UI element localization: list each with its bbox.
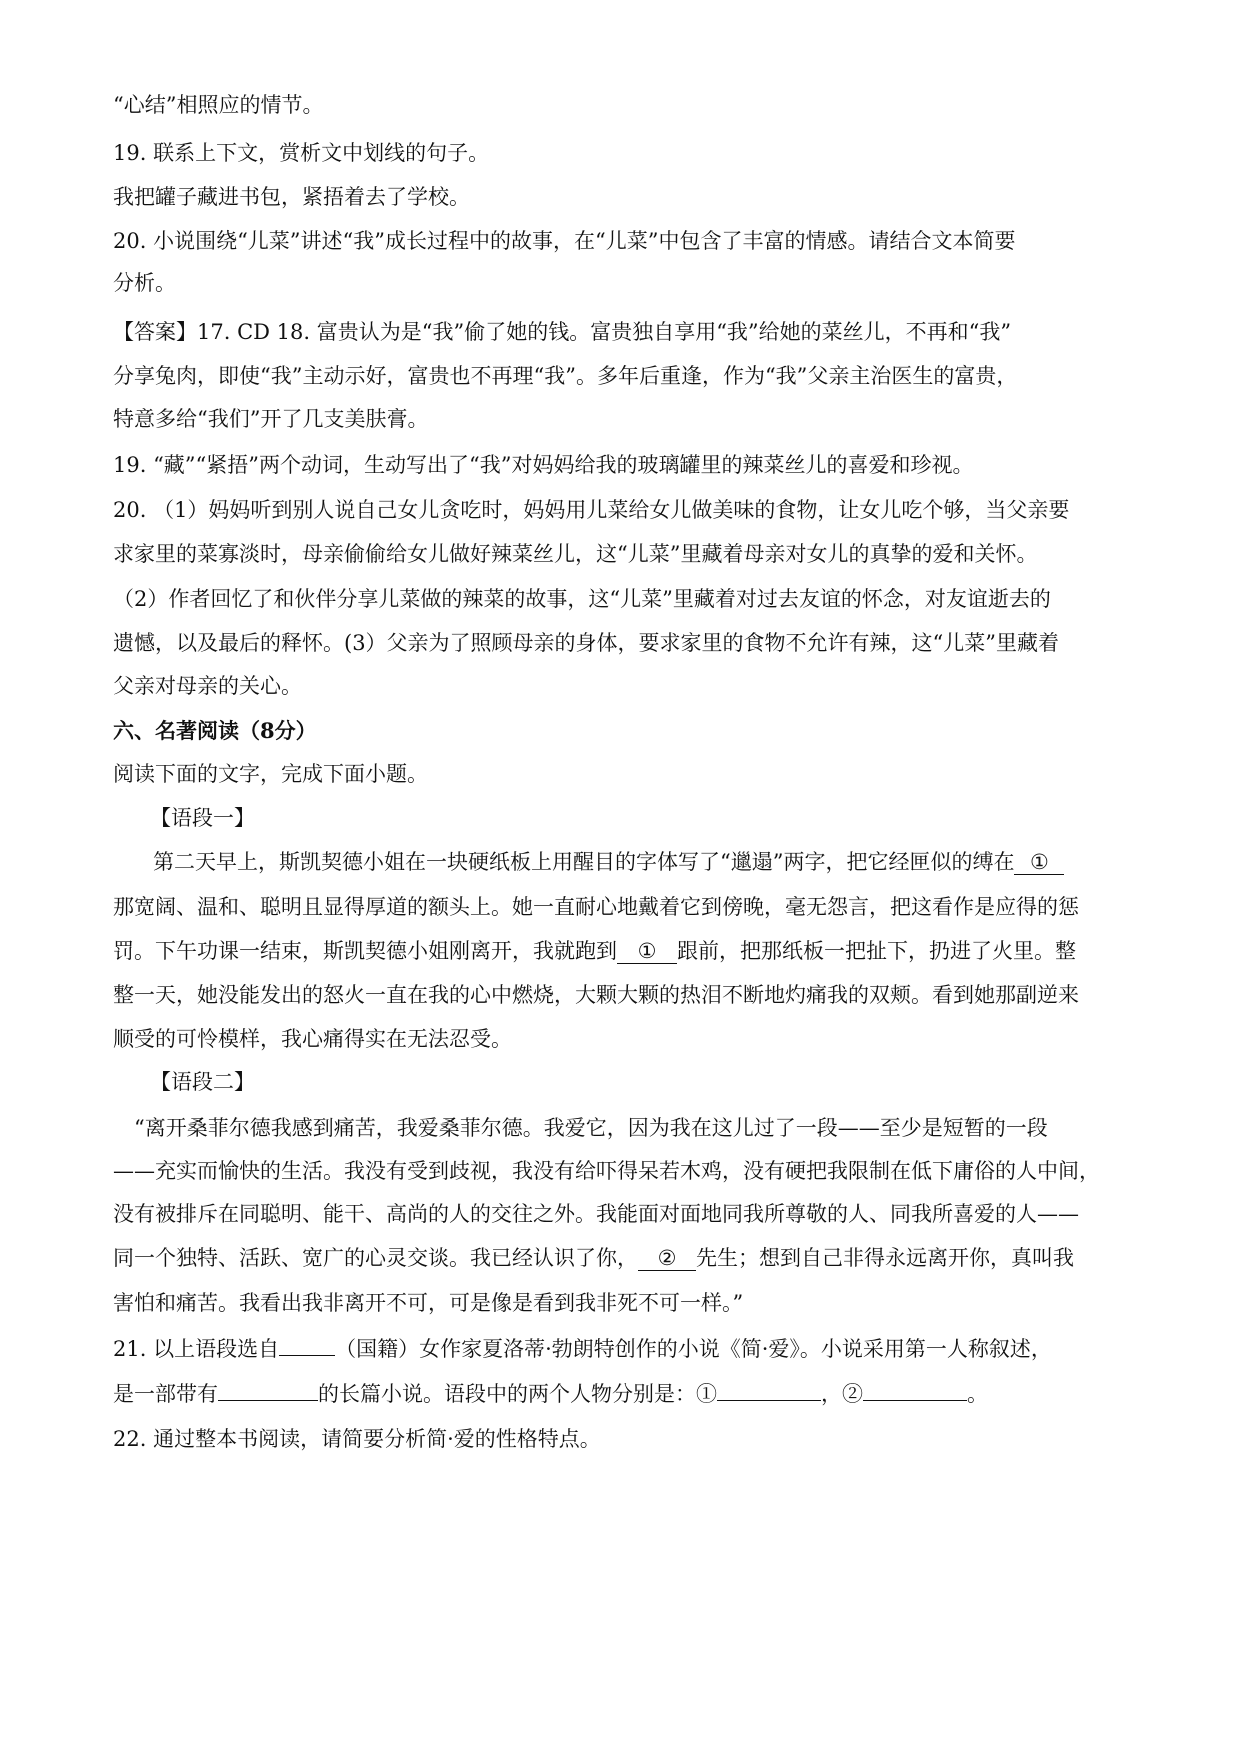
text-line bbox=[153, 848, 1141, 876]
text-span: 罚。下午功课一结束，斯凯契德小姐刚离开，我就跑到 bbox=[113, 939, 617, 963]
blank-1: ① bbox=[1014, 850, 1064, 875]
text-span: 跟前，把那纸板一把扯下，扔进了火里。整 bbox=[677, 939, 1076, 963]
text-span: 第二天早上，斯凯契德小姐在一块硬纸板上用醒目的字体写了“邋遢”两字，把它经匣似的缚在 bbox=[153, 850, 1015, 874]
question-19: 19. 联系上下文，赏析文中划线的句子。 bbox=[113, 141, 490, 165]
answer-20: 20. （1）妈妈听到别人说自己女儿贪吃时，妈妈用儿菜给女儿做美味的食物，让女儿吃个够，当父亲要 bbox=[113, 498, 1070, 522]
blank-character-2[interactable] bbox=[863, 1400, 967, 1401]
text-span: 。 bbox=[967, 1382, 988, 1406]
text-line bbox=[113, 1380, 1141, 1408]
text-line: 父亲对母亲的关心。 bbox=[113, 674, 302, 698]
text-line: 没有被排斥在同聪明、能干、高尚的人的交往之外。我能面对面地同我所尊敬的人、同我所喜爱的人—— bbox=[113, 1202, 1079, 1226]
text-span: 的长篇小说。语段中的两个人物分别是：① bbox=[318, 1382, 717, 1406]
blank-2: ② bbox=[638, 1246, 696, 1271]
question-22: 22. 通过整本书阅读，请简要分析简·爱的性格特点。 bbox=[113, 1427, 601, 1451]
question-20: 20. 小说围绕“儿菜”讲述“我”成长过程中的故事，在“儿菜”中包含了丰富的情感。请结合文本简要 bbox=[113, 229, 1016, 253]
text-line: “离开桑菲尔德我感到痛苦，我爱桑菲尔德。我爱它，因为我在这儿过了一段——至少是短暂的一段 bbox=[134, 1116, 1048, 1140]
text-line bbox=[113, 1244, 1141, 1272]
text-line: （2）作者回忆了和伙伴分享儿菜做的辣菜的故事，这“儿菜”里藏着对过去友谊的怀念，对友谊逝去的 bbox=[113, 587, 1051, 611]
text-span: 21. 以上语段选自 bbox=[113, 1337, 280, 1361]
passage-2-label: 【语段二】 bbox=[150, 1070, 255, 1094]
text-line: 特意多给“我们”开了几支美肤膏。 bbox=[113, 407, 429, 431]
question-21 bbox=[113, 1335, 1141, 1363]
text-line: 整一天，她没能发出的怒火一直在我的心中燃烧，大颗大颗的热泪不断地灼痛我的双颊。看到她那副逆来 bbox=[113, 983, 1079, 1007]
instruction: 阅读下面的文字，完成下面小题。 bbox=[113, 762, 428, 786]
text-line: 分析。 bbox=[113, 271, 176, 295]
text-line: 分享兔肉，即使“我”主动示好，富贵也不再理“我”。多年后重逢，作为“我”父亲主治医生的富贵， bbox=[113, 364, 1018, 388]
text-span: 是一部带有 bbox=[113, 1382, 218, 1406]
text-line: 遗憾，以及最后的释怀。(3）父亲为了照顾母亲的身体，要求家里的食物不允许有辣，这“儿菜”里藏着 bbox=[113, 631, 1060, 655]
text-span: 同一个独特、活跃、宽广的心灵交谈。我已经认识了你， bbox=[113, 1246, 638, 1270]
text-line: 那宽阔、温和、聪明且显得厚道的额头上。她一直耐心地戴着它到傍晚，毫无怨言，把这看作是应得的惩 bbox=[113, 895, 1079, 919]
text-line bbox=[113, 937, 1141, 965]
text-span: ，② bbox=[821, 1382, 863, 1406]
answer-19: 19. “藏”“紧捂”两个动词，生动写出了“我”对妈妈给我的玻璃罐里的辣菜丝儿的喜爱和珍视。 bbox=[113, 453, 974, 477]
text-span: 先生；想到自己非得永远离开你，真叫我 bbox=[696, 1246, 1074, 1270]
passage-1-label: 【语段一】 bbox=[150, 806, 255, 830]
text-line: 求家里的菜寡淡时，母亲偷偷给女儿做好辣菜丝儿，这“儿菜”里藏着母亲对女儿的真挚的爱和关怀。 bbox=[113, 542, 1038, 566]
blank-character-1[interactable] bbox=[717, 1400, 821, 1401]
section-heading: 六、名著阅读（8分） bbox=[113, 718, 317, 743]
text-line: ——充实而愉快的生活。我没有受到歧视，我没有给吓得呆若木鸡，没有硬把我限制在低下庸俗的人中间， bbox=[113, 1159, 1100, 1183]
answer-heading-line: 【答案】17. CD 18. 富贵认为是“我”偷了她的钱。富贵独自享用“我”给她的菜丝儿，不再和“我” bbox=[113, 320, 1012, 344]
blank-1: ① bbox=[617, 939, 677, 964]
blank-nationality[interactable] bbox=[279, 1355, 335, 1356]
text-line: 顺受的可怜模样，我心痛得实在无法忍受。 bbox=[113, 1027, 512, 1051]
text-line: “心结”相照应的情节。 bbox=[113, 93, 324, 117]
blank-genre[interactable] bbox=[218, 1400, 318, 1401]
text-line: 我把罐子藏进书包，紧捂着去了学校。 bbox=[113, 185, 470, 209]
text-line: 害怕和痛苦。我看出我非离开不可，可是像是看到我非死不可一样。” bbox=[113, 1291, 744, 1315]
text-span: （国籍）女作家夏洛蒂·勃朗特创作的小说《简·爱》。小说采用第一人称叙述， bbox=[335, 1337, 1052, 1361]
